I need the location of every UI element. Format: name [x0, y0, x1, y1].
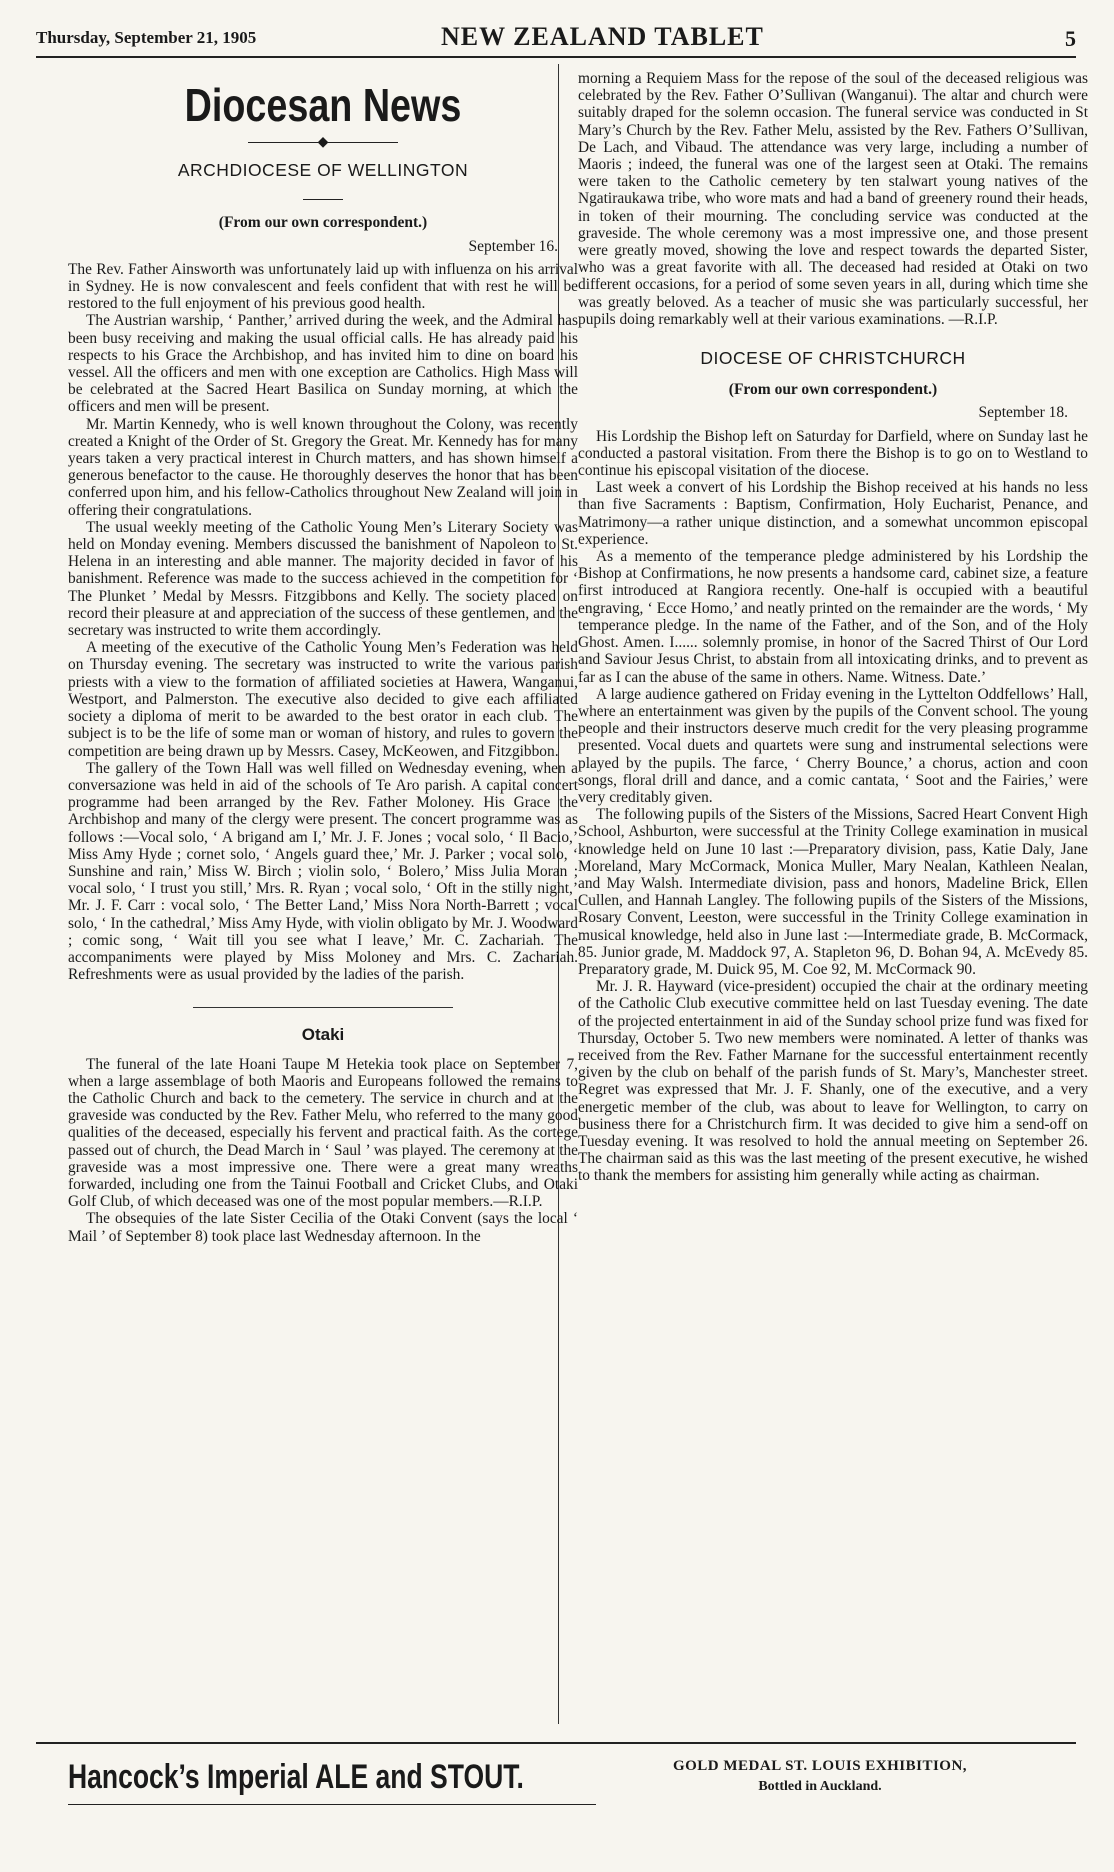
- otaki-heading: Otaki: [301, 1025, 345, 1045]
- header-rule: [36, 56, 1076, 58]
- article-paragraph: The Austrian warship, ‘ Panther,’ arrived during the week, and the Admiral has been busy receiving and making the usual official calls. He has already paid his respects to his Grace the Archbishop, and has invited him to dine on board his vessel. All the officers and men with one exception are Catholics. High Mass will be celebrated at the Sacred Heart Basilica on Sunday morning, at which the officers and men will be present.: [68, 312, 578, 416]
- archdiocese-source: (From our own correspondent.): [218, 214, 428, 232]
- article-paragraph: The usual weekly meeting of the Catholic Young Men’s Literary Society was held on Monday evening. Members discussed the banishment of Napoleon to St. Helena in an interesting and able manner. The majority decided in favor of his banishment. Reference was made to the success achieved in the competition for ‘ The Plunket ’ Medal by Messrs. Fitzgibbons and Kelly. The society placed on record their pleasure at and appreciation of the success of these gentlemen, and the secretary was instructed to write them accordingly.: [68, 518, 578, 640]
- article-paragraph: morning a Requiem Mass for the repose of the soul of the deceased religious was celebrated by the Rev. Father O’Sullivan (Wanganui). The altar and church were suitably draped for the solemn occasion. The funeral service was conducted in St Mary’s Church by the Rev. Father Melu, assisted by the Rev. Fathers O’Sullivan, De Lach, and Vibaud. The attendance was very large, including a number of Maoris ; indeed, the funeral was one of the largest seen at Otaki. The remains were taken to the Catholic cemetery by ten stalwart young natives of the Ngatiraukawa tribe, who wore mats and had a band of greenery round their heads, in token of their mourning. The concluding service was conducted at the graveside. The whole ceremony was a most impressive one, and those present were greatly moved, showing the love and respect towards the departed Sister, who was a great favorite with all. The deceased had resided at Otaki on two different occasions, for a period of some seven years in all, during which time she was greatly beloved. As a teacher of music she was particularly successful, her pupils doing remarkably well at their various examinations. —R.I.P.: [578, 70, 1088, 328]
- issue-date: Thursday, September 21, 1905: [36, 28, 257, 47]
- page-number: 5: [1065, 26, 1076, 51]
- article-paragraph: The gallery of the Town Hall was well filled on Wednesday evening, when a conversazione was held in aid of the schools of Te Aro parish. A capital concert programme had been arranged by the Rev. Father Moloney. His Grace the Archbishop and many of the clergy were present. The concert programme was as follows :—Vocal solo, ‘ A brigand am I,’ Mr. J. F. Jones ; vocal solo, ‘ Il Bacio,’ Miss Amy Hyde ; cornet solo, ‘ Angels guard thee,’ Mr. J. Parker ; vocal solo, ‘ Sunshine and rain,’ Miss W. Birch ; violin solo, ‘ Bolero,’ Miss Julia Moran ; vocal solo, ‘ I trust you still,’ Mrs. R. Ryan ; vocal solo, ‘ Oft in the stilly night,’ Mr. J. F. Carr : vocal solo, ‘ The Better Land,’ Miss Nora North-Barrett ; vocal solo, ‘ In the cathedral,’ Miss Amy Hyde, with violin obligato by Mr. J. Woodward ; comic song, ‘ Wait till you see what I leave,’ Mr. C. Zachariah. The accompaniments were played by Miss Moloney and Mrs. C. Zachariah. Refreshments were as usual provided by the ladies of the parish.: [68, 759, 578, 984]
- ad-underline: [68, 1804, 596, 1805]
- article-paragraph: The Rev. Father Ainsworth was unfortunately laid up with influenza on his arrival in Sydney. He is now convalescent and feels confident that with rest he will be restored to the full enjoyment of his previous good health.: [68, 260, 578, 313]
- exhibition-advertisement: [640, 1758, 1000, 1795]
- ale-advertisement: Hancock’s Imperial ALE and STOUT.: [68, 1758, 524, 1796]
- christchurch-source: (From our own correspondent.): [728, 381, 938, 399]
- title-ornament: ◆: [68, 136, 578, 150]
- archdiocese-date: September 16.: [468, 237, 558, 255]
- article-paragraph: The funeral of the late Hoani Taupe M Hetekia took place on September 7, when a large assemblage of both Maoris and Europeans followed the remains to the Catholic Church and back to the cemetery. The service in church and at the graveside was conducted by the Rev. Father Melu, who referred to the many good qualities of the deceased, especially his fervent and practical faith. As the cortege passed out of church, the Dead March in ‘ Saul ’ was played. The ceremony at the graveside was a most impressive one. There were a great many wreaths forwarded, including one from the Tainui Football and Cricket Clubs, and Otaki Golf Club, of which deceased was one of the most popular members.—R.I.P.: [68, 1055, 578, 1211]
- article-paragraph: Mr. Martin Kennedy, who is well known throughout the Colony, was recently created a Knight of the Order of St. Gregory the Great. Mr. Kennedy has for many years taken a very practical interest in Church matters, and has shown himself a generous benefactor to the cause. He thoroughly deserves the honor that has been conferred upon him, and his fellow-Catholics throughout New Zealand will join in offering their congratulations.: [68, 415, 578, 519]
- right-column: [578, 70, 1088, 1185]
- page-title: Diocesan News: [184, 79, 462, 131]
- article-paragraph: His Lordship the Bishop left on Saturday for Darfield, where on Sunday last he conducted a pastoral visitation. From there the Bishop is to go on to Westland to continue his episcopal visitation of the diocese.: [578, 427, 1088, 480]
- section-divider: [193, 1007, 453, 1008]
- ad-line-2: Bottled in Auckland.: [758, 1779, 882, 1794]
- short-rule: [68, 187, 578, 204]
- article-paragraph: The following pupils of the Sisters of the Missions, Sacred Heart Convent High School, Ashburton, were successful at the Trinity College examination in musical knowledge held on June 10 last :—Preparatory division, pass, Katie Daly, Jane Moreland, Mary McCormack, Monica Muller, Mary Nealan, Kathleen Nealan, and May Walsh. Intermediate division, pass and honors, Madeline Brick, Ellen Cullen, and Hannah Langley. The following pupils of the Sisters of the Missions, Rosary Convent, Leeston, were successful in the Trinity College examination in musical knowledge, held also in June last :—Intermediate grade, B. McCormack, 85. Junior grade, M. Maddock 97, A. Stapleton 96, D. Bohan 94, A. McEvedy 85. Preparatory grade, M. Duick 95, M. Coe 92, M. McCormack 90.: [578, 806, 1088, 978]
- masthead: NEW ZEALAND TABLET: [441, 22, 764, 51]
- archdiocese-heading: ARCHDIOCESE OF WELLINGTON: [177, 160, 469, 180]
- ad-line-1: GOLD MEDAL ST. LOUIS EXHIBITION,: [672, 1758, 968, 1774]
- christchurch-date: September 18.: [978, 404, 1068, 422]
- christchurch-heading: DIOCESE OF CHRISTCHURCH: [700, 348, 966, 369]
- article-paragraph: A large audience gathered on Friday evening in the Lyttelton Oddfellows’ Hall, where an entertainment was given by the pupils of the Convent school. The young people and their instructors deserve much credit for the very pleasing programme presented. Vocal duets and quartets were sung and instrumental selections were played by the pupils. The farce, ‘ Cherry Bounce,’ a chorus, action and coon songs, floral drill and dance, and a comic cantata, ‘ Soot and the Fairies,’ were very creditably given.: [578, 685, 1088, 806]
- article-paragraph: As a memento of the temperance pledge administered by his Lordship the Bishop at Confirmations, he now presents a handsome card, cabinet size, a feature first introduced at Rangiora recently. One-half is occupied with a beautiful engraving, ‘ Ecce Homo,’ and neatly printed on the remainder are the words, ‘ My temperance pledge. In the name of the Father, and of the Son, and of the Holy Ghost. Amen. I...... solemnly promise, in honor of the Sacred Thirst of Our Lord and Saviour Jesus Christ, to abstain from all intoxicating drinks, and to prevent as far as I can the abuse of the same in others. Name. Witness. Date.’: [578, 548, 1088, 686]
- article-paragraph: Last week a convert of his Lordship the Bishop received at his hands no less than five Sacraments : Baptism, Confirmation, Holy Eucharist, Penance, and Matrimony—a rather unique distinction, and a somewhat uncommon episcopal experience.: [578, 479, 1088, 548]
- article-paragraph: A meeting of the executive of the Catholic Young Men’s Federation was held on Thursday evening. The secretary was instructed to write the various parish priests with a view to the formation of affiliated societies at Hawera, Wanganui, Westport, and Palmerston. The executive also decided to give each affiliated society a diploma of merit to be awarded to the best orator in each club. The subject is to be the life of some man or woman of history, and rules to govern the competition are being drawn up by Messrs. Casey, McKeowen, and Fitzgibbon.: [68, 639, 578, 760]
- page-header: [36, 8, 1076, 51]
- left-column: [68, 70, 578, 1245]
- footer-rule: [36, 1742, 1076, 1744]
- article-paragraph: The obsequies of the late Sister Cecilia of the Otaki Convent (says the local ‘ Mail ’ of September 8) took place last Wednesday afternoon. In the: [68, 1210, 578, 1245]
- article-paragraph: Mr. J. R. Hayward (vice-president) occupied the chair at the ordinary meeting of the Catholic Club executive committee held on last Tuesday evening. The date of the projected entertainment in aid of the Sunday school prize fund was fixed for Thursday, October 5. Two new members were nominated. A letter of thanks was received from the Rev. Father Marnane for the successful entertainment recently given by the club on behalf of the parish funds of St. Mary’s, Manchester street. Regret was expressed that Mr. J. F. Shanly, one of the executive, and a very energetic member of the club, was about to leave for Wellington, to carry on business there for a Christchurch firm. It was decided to give him a send-off on Tuesday evening. It was resolved to hold the annual meeting on September 26. The chairman said as this was the last meeting of the present executive, he wished to thank the members for assisting him generally while acting as chairman.: [578, 978, 1088, 1185]
